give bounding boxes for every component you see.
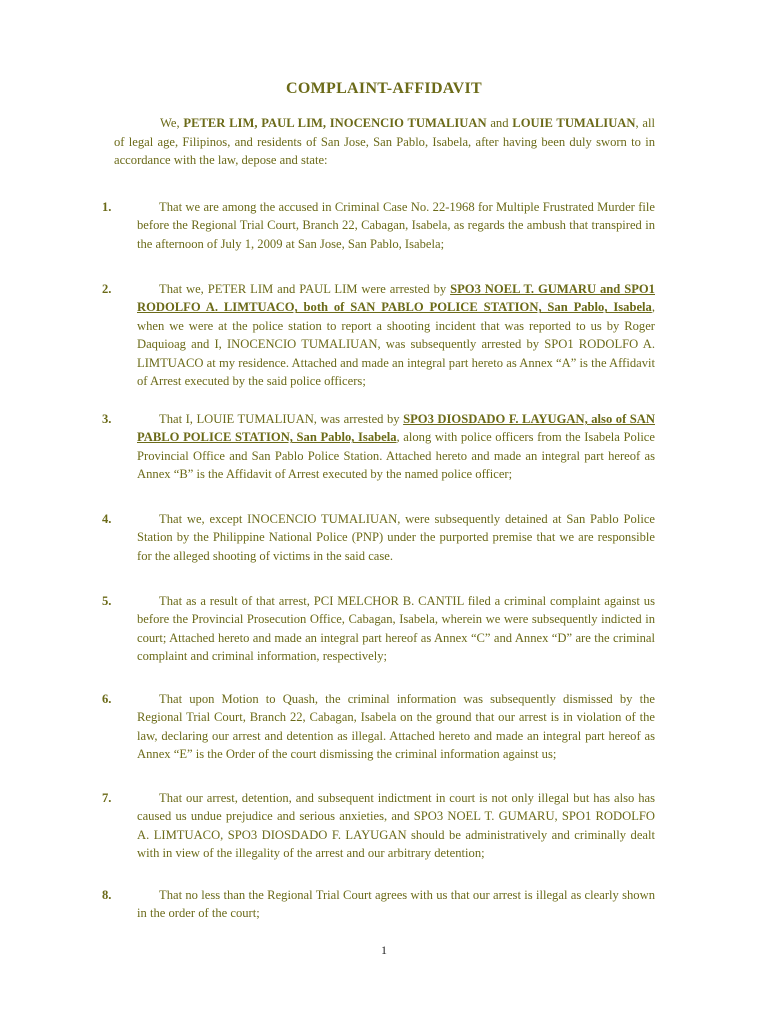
paragraph-number: 5. [102, 594, 112, 608]
arresting-officers-emphasis: SPO3 NOEL T. GUMARU and SPO1 RODOLFO A. LIMTUACO, both of SAN PABLO POLICE STATION, San Pablo, Isabela [137, 282, 655, 315]
paragraph-number: 8. [102, 888, 112, 902]
paragraph-text: That our arrest, detention, and subsequent indictment in court is not only illegal but has also has caused us undue prejudice and serious anxieties, and SPO3 NOEL T. GUMARU, SPO1 RODOLFO A. LIMTUACO, SPO3 DIOSDADO F. LAYUGAN should be administratively and criminally dealt with in view of the illegality of the arrest and our arbitrary detention; [137, 791, 655, 861]
intro-names-2: LOUIE TUMALIUAN [512, 116, 636, 130]
intro-text-2: and [486, 116, 513, 130]
paragraph-text [137, 280, 655, 390]
paragraph-text: That upon Motion to Quash, the criminal information was subsequently dismissed by the Regional Trial Court, Branch 22, Cabagan, Isabela on the ground that our arrest is in violation of the law, declaring our arrest and detention as illegal. Attached hereto and made an integral part hereof as Annex “E” is the Order of the court dismissing the criminal information against us; [137, 692, 655, 762]
paragraph-number: 6. [102, 692, 112, 706]
paragraph-text-post: , when we were at the police station to report a shooting incident that was reported to us by Roger Daquioag and I, INOCENCIO TUMALIUAN, was subsequently arrested by SPO1 RODOLFO A. LIMTUACO at my residence. Attached and made an integral part hereto as Annex “A” is the Affidavit of Arrest executed by the said police officers; [137, 300, 655, 389]
paragraph-text: That as a result of that arrest, PCI MELCHOR B. CANTIL filed a criminal complaint against us before the Provincial Prosecution Office, Cabagan, Isabela, wherein we were subsequently indicted in court; Attached hereto and made an integral part hereof as Annex “C” and Annex “D” are the criminal complaint and criminal information, respectively; [137, 594, 655, 664]
paragraph-text-pre: That we, PETER LIM and PAUL LIM were arrested by [159, 282, 451, 296]
intro-text-3: , all of legal age, Filipinos, and residents of San Jose, San Pablo, Isabela, after having been duly sworn to in accordance with the law, depose and state: [114, 116, 656, 168]
paragraph-text [137, 410, 655, 484]
intro-names-1: PETER LIM, PAUL LIM, INOCENCIO TUMALIUAN [183, 116, 487, 130]
paragraph-text: That no less than the Regional Trial Court agrees with us that our arrest is illegal as clearly shown in the order of the court; [137, 888, 655, 921]
intro-paragraph [114, 114, 655, 170]
paragraph-text-pre: That I, LOUIE TUMALIUAN, was arrested by [159, 412, 404, 426]
page-number: 1 [381, 943, 387, 957]
paragraph-text: That we, except INOCENCIO TUMALIUAN, were subsequently detained at San Pablo Police Station by the Philippine National Police (PNP) under the purported premise that we are responsible for the alleged shooting of victims in the said case. [137, 512, 655, 563]
document-title: COMPLAINT-AFFIDAVIT [286, 80, 482, 97]
paragraph-number: 4. [102, 512, 112, 526]
paragraph-number: 1. [102, 200, 112, 214]
paragraph-text: That we are among the accused in Criminal Case No. 22-1968 for Multiple Frustrated Murder file before the Regional Trial Court, Branch 22, Cabagan, Isabela, as regards the ambush that transpired in the afternoon of July 1, 2009 at San Jose, San Pablo, Isabela; [137, 200, 655, 251]
paragraph-number: 7. [102, 791, 112, 805]
arresting-officer-emphasis: SPO3 DIOSDADO F. LAYUGAN, also of SAN PABLO POLICE STATION, San Pablo, Isabela [137, 412, 655, 445]
intro-text-1: We, [160, 116, 184, 130]
paragraph-text-post: , along with police officers from the Isabela Police Provincial Office and San Pablo Police Station. Attached hereto and made an integral part hereof as Annex “B” is the Affidavit of Arrest executed by the named police officer; [137, 430, 655, 482]
paragraph-number: 2. [102, 282, 112, 296]
paragraph-number: 3. [102, 412, 112, 426]
